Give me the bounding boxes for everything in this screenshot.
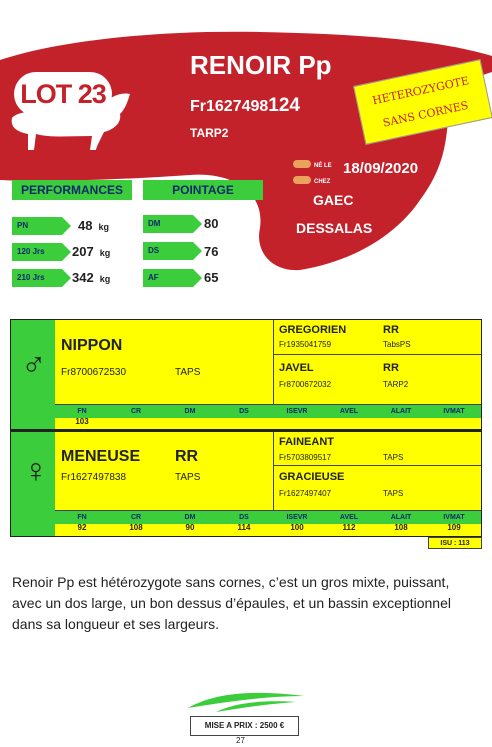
- index-value: 90: [185, 523, 195, 532]
- section-separator: [11, 429, 481, 432]
- dam-tag: TAPS: [175, 472, 201, 483]
- point-value-ds: 76: [204, 244, 219, 259]
- index-value: 108: [129, 523, 143, 532]
- index-label: CR: [130, 408, 142, 415]
- dam-grandsire-reg: Fr5703809517: [279, 453, 332, 462]
- note-line-1: HETEROZYGOTE: [371, 74, 471, 108]
- dam-grandsire-tag: TAPS: [383, 453, 404, 462]
- index-value: 92: [77, 523, 87, 532]
- index-value: 109: [447, 523, 461, 532]
- registration-number: Fr1627498124: [190, 95, 300, 116]
- performances-heading: PERFORMANCES: [12, 180, 132, 200]
- sire-granddam-rr: RR: [383, 362, 399, 374]
- perf-label-210: 210 Jrs: [12, 269, 62, 287]
- breeder-line-2: DESSALAS: [296, 220, 373, 236]
- perf-value-pn: 48 kg: [78, 218, 109, 233]
- dam-granddam-tag: TAPS: [383, 489, 404, 498]
- index-label: ISEVR: [286, 408, 308, 415]
- sire-grandsire-tag: TabsPS: [383, 340, 411, 349]
- index-label: FN: [77, 408, 87, 415]
- index-label: ALAIT: [390, 408, 412, 415]
- lot-number: LOT 23: [14, 72, 112, 116]
- sire-tag: TAPS: [175, 367, 201, 378]
- breeder-label: CHEZ: [314, 179, 331, 185]
- index-label: IVMAT: [443, 408, 465, 415]
- index-label: DM: [184, 514, 196, 521]
- index-label: FN: [77, 514, 87, 521]
- sire-granddam-reg: Fr8700672032: [279, 380, 332, 389]
- index-label: CR: [130, 514, 142, 521]
- index-label: AVEL: [339, 514, 359, 521]
- dam-index-values: [55, 523, 481, 535]
- divider: [273, 432, 274, 510]
- bull-code: TARP2: [190, 126, 229, 140]
- isu-value: ISU : 113: [428, 537, 482, 549]
- leaf-logo-icon: [186, 688, 308, 714]
- male-symbol-icon: ♂: [21, 346, 47, 384]
- sire-name: NIPPON: [61, 337, 123, 354]
- point-value-dm: 80: [204, 216, 219, 231]
- pointing-hand-icon: [293, 160, 311, 168]
- born-label: NÉ LE: [314, 163, 332, 169]
- sire-grandsire-rr: RR: [383, 324, 399, 336]
- birth-date: 18/09/2020: [343, 160, 419, 177]
- pointage-heading: POINTAGE: [143, 180, 263, 200]
- index-value: 108: [394, 523, 408, 532]
- divider: [273, 354, 481, 355]
- starting-price: MISE A PRIX : 2500 €: [190, 716, 299, 736]
- sire-granddam-name: JAVEL: [279, 362, 314, 374]
- divider: [273, 465, 481, 466]
- dam-index-header: [55, 510, 481, 524]
- sire-grandsire-reg: Fr1935041759: [279, 340, 332, 349]
- sire-granddam-tag: TARP2: [383, 380, 409, 389]
- dam-granddam-name: GRACIEUSE: [279, 471, 345, 483]
- index-label: IVMAT: [443, 514, 465, 521]
- female-symbol-icon: ♀: [23, 452, 49, 490]
- index-value: 100: [290, 523, 304, 532]
- sire-index-values: [55, 417, 481, 429]
- index-label: ALAIT: [390, 514, 412, 521]
- perf-label-pn: PN: [12, 217, 62, 235]
- page-number: 27: [236, 736, 245, 745]
- dam-grandsire-name: FAINEANT: [279, 436, 334, 448]
- index-label: DM: [184, 408, 196, 415]
- sire-index-header: [55, 404, 481, 418]
- description-text: Renoir Pp est hétérozygote sans cornes, c’est un gros mixte, puissant, avec un dos large, un bon dessus d’épaules, et un bassin exceptionnel dans sa longueur et ses largeurs.: [12, 574, 451, 632]
- index-value: 114: [237, 523, 251, 532]
- dam-reg: Fr1627497838: [61, 472, 127, 483]
- dam-granddam-reg: Fr1627497407: [279, 489, 332, 498]
- perf-value-210: 342 kg: [72, 270, 111, 285]
- sire-grandsire-name: GREGORIEN: [279, 324, 347, 336]
- index-label: AVEL: [339, 408, 359, 415]
- point-label-dm: DM: [143, 215, 193, 233]
- index-label: DS: [239, 408, 249, 415]
- dam-name: MENEUSE: [61, 448, 141, 465]
- note-line-2: SANS CORNES: [381, 98, 470, 130]
- pointing-hand-icon: [293, 176, 311, 184]
- perf-value-120: 207 kg: [72, 244, 111, 259]
- perf-label-120: 120 Jrs: [12, 243, 62, 261]
- breeder-line-1: GAEC: [313, 192, 354, 208]
- index-label: ISEVR: [286, 514, 308, 521]
- point-value-af: 65: [204, 270, 219, 285]
- index-value: 103: [75, 417, 89, 426]
- dam-rr: RR: [175, 448, 199, 465]
- point-label-ds: DS: [143, 242, 193, 260]
- index-value: 112: [342, 523, 356, 532]
- divider: [273, 320, 274, 404]
- sire-reg: Fr8700672530: [61, 367, 127, 378]
- bull-name: RENOIR Pp: [190, 50, 332, 80]
- index-label: DS: [239, 514, 249, 521]
- point-label-af: AF: [143, 269, 193, 287]
- pedigree-table: [10, 319, 482, 537]
